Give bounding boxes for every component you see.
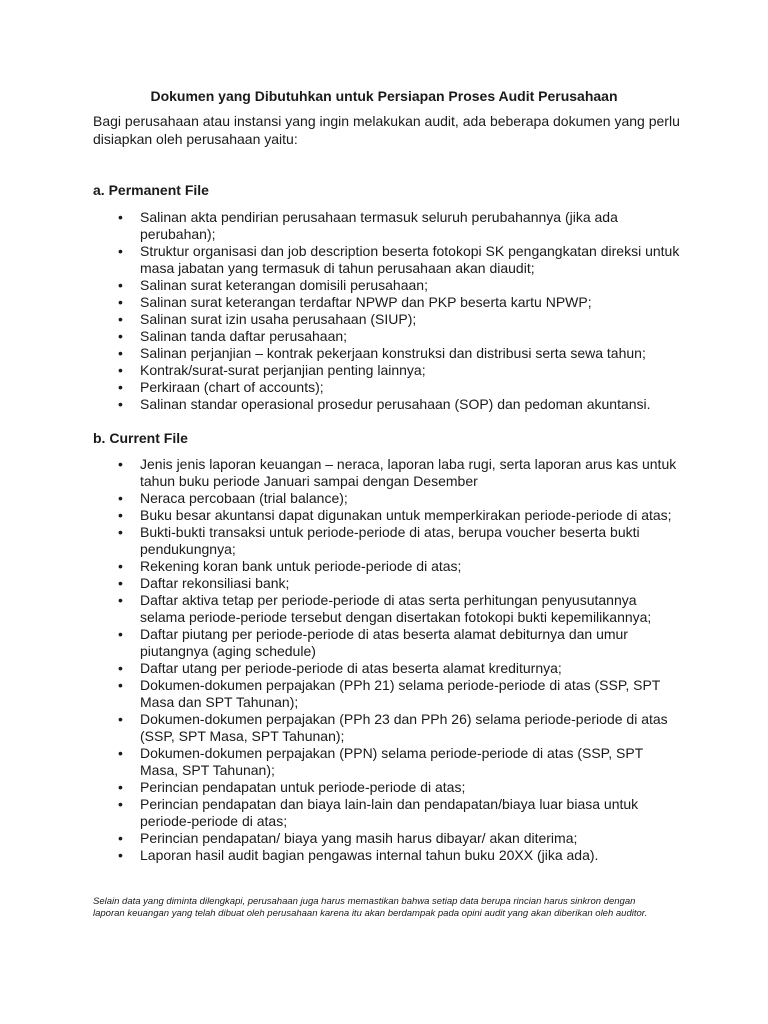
list-item bbox=[118, 294, 683, 311]
list-item bbox=[118, 277, 683, 294]
bullet-icon: • bbox=[118, 379, 123, 395]
list-item bbox=[118, 456, 683, 490]
list-item-text: Daftar aktiva tetap per periode-periode di atas serta perhitungan penyusutannya selama periode-periode tersebut dengan disertakan fotokopi bukti kepemilikannya; bbox=[140, 592, 652, 625]
list-item bbox=[118, 745, 683, 779]
list-item bbox=[118, 847, 683, 864]
list-item-text: Perincian pendapatan untuk periode-periode di atas; bbox=[140, 779, 466, 795]
bullet-icon: • bbox=[118, 524, 123, 540]
list-item-text: Laporan hasil audit bagian pengawas internal tahun buku 20XX (jika ada). bbox=[140, 847, 599, 863]
list-item bbox=[118, 575, 683, 592]
list-item-text: Salinan akta pendirian perusahaan termasuk seluruh perubahannya (jika ada perubahan); bbox=[140, 209, 618, 242]
list-item bbox=[118, 626, 683, 660]
document-title: Dokumen yang Dibutuhkan untuk Persiapan Proses Audit Perusahaan bbox=[150, 88, 618, 104]
list-item bbox=[118, 660, 683, 677]
list-item bbox=[118, 396, 683, 413]
list-item-text: Salinan surat keterangan domisili perusahaan; bbox=[140, 277, 428, 293]
list-item bbox=[118, 209, 683, 243]
list-item-text: Salinan standar operasional prosedur perusahaan (SOP) dan pedoman akuntansi. bbox=[140, 396, 651, 412]
bullet-icon: • bbox=[118, 456, 123, 472]
list-item-text: Daftar utang per periode-periode di atas beserta alamat krediturnya; bbox=[140, 660, 562, 676]
list-item bbox=[118, 677, 683, 711]
list-item bbox=[118, 524, 683, 558]
list-item bbox=[118, 592, 683, 626]
list-item bbox=[118, 711, 683, 745]
list-item bbox=[118, 490, 683, 507]
bullet-icon: • bbox=[118, 311, 123, 327]
bullet-icon: • bbox=[118, 243, 123, 259]
list-item-text: Jenis jenis laporan keuangan – neraca, laporan laba rugi, serta laporan arus kas untuk tahun buku periode Januari sampai dengan Desember bbox=[140, 456, 677, 489]
list-item-text: Buku besar akuntansi dapat digunakan untuk memperkirakan periode-periode di atas; bbox=[140, 507, 672, 523]
list-item-text: Dokumen-dokumen perpajakan (PPN) selama periode-periode di atas (SSP, SPT Masa, SPT Tahunan); bbox=[140, 745, 643, 778]
section-heading-permanent-file: a. Permanent File bbox=[93, 182, 209, 198]
list-item bbox=[118, 830, 683, 847]
list-item bbox=[118, 507, 683, 524]
list-item bbox=[118, 345, 683, 362]
footnote: Selain data yang diminta dilengkapi, perusahaan juga harus memastikan bahwa setiap data berupa rincian harus sinkron dengan laporan keuangan yang telah dibuat oleh perusahaan karena itu akan berdampak pada opini audit yang akan diberikan oleh auditor. bbox=[93, 896, 648, 919]
list-item-text: Dokumen-dokumen perpajakan (PPh 21) selama periode-periode di atas (SSP, SPT Masa dan SPT Tahunan); bbox=[140, 677, 661, 710]
bullet-icon: • bbox=[118, 711, 123, 727]
list-item-text: Dokumen-dokumen perpajakan (PPh 23 dan PPh 26) selama periode-periode di atas (SSP, SPT Masa, SPT Tahunan); bbox=[140, 711, 668, 744]
list-item-text: Perkiraan (chart of accounts); bbox=[140, 379, 324, 395]
bullet-icon: • bbox=[118, 745, 123, 761]
list-item-text: Rekening koran bank untuk periode-periode di atas; bbox=[140, 558, 462, 574]
list-item-text: Struktur organisasi dan job description beserta fotokopi SK pengangkatan direksi untuk masa jabatan yang termasuk di tahun perusahaan akan diaudit; bbox=[140, 243, 680, 276]
list-item-text: Kontrak/surat-surat perjanjian penting lainnya; bbox=[140, 362, 426, 378]
list-item bbox=[118, 379, 683, 396]
list-item-text: Bukti-bukti transaksi untuk periode-periode di atas, berupa voucher beserta bukti pendukungnya; bbox=[140, 524, 640, 557]
bullet-icon: • bbox=[118, 660, 123, 676]
list-item bbox=[118, 328, 683, 345]
bullet-icon: • bbox=[118, 345, 123, 361]
bullet-icon: • bbox=[118, 277, 123, 293]
list-item-text: Salinan surat izin usaha perusahaan (SIUP); bbox=[140, 311, 417, 327]
bullet-icon: • bbox=[118, 677, 123, 693]
list-item-text: Perincian pendapatan/ biaya yang masih harus dibayar/ akan diterima; bbox=[140, 830, 578, 846]
bullet-icon: • bbox=[118, 830, 123, 846]
list-item bbox=[118, 796, 683, 830]
bullet-icon: • bbox=[118, 558, 123, 574]
current-file-list bbox=[118, 456, 683, 864]
list-item-text: Perincian pendapatan dan biaya lain-lain dan pendapatan/biaya luar biasa untuk periode-periode di atas; bbox=[140, 796, 639, 829]
bullet-icon: • bbox=[118, 396, 123, 412]
list-item-text: Salinan perjanjian – kontrak pekerjaan konstruksi dan distribusi serta sewa tahun; bbox=[140, 345, 646, 361]
bullet-icon: • bbox=[118, 847, 123, 863]
bullet-icon: • bbox=[118, 592, 123, 608]
list-item-text: Neraca percobaan (trial balance); bbox=[140, 490, 348, 506]
bullet-icon: • bbox=[118, 362, 123, 378]
intro-paragraph: Bagi perusahaan atau instansi yang ingin melakukan audit, ada beberapa dokumen yang perlu disiapkan oleh perusahaan yaitu: bbox=[93, 113, 680, 147]
list-item bbox=[118, 311, 683, 328]
bullet-icon: • bbox=[118, 507, 123, 523]
bullet-icon: • bbox=[118, 779, 123, 795]
list-item-text: Daftar piutang per periode-periode di atas beserta alamat debiturnya dan umur piutangnya (aging schedule) bbox=[140, 626, 628, 659]
bullet-icon: • bbox=[118, 490, 123, 506]
list-item-text: Salinan surat keterangan terdaftar NPWP dan PKP beserta kartu NPWP; bbox=[140, 294, 592, 310]
bullet-icon: • bbox=[118, 575, 123, 591]
permanent-file-list bbox=[118, 209, 683, 413]
list-item bbox=[118, 243, 683, 277]
list-item-text: Daftar rekonsiliasi bank; bbox=[140, 575, 290, 591]
bullet-icon: • bbox=[118, 209, 123, 225]
bullet-icon: • bbox=[118, 294, 123, 310]
bullet-icon: • bbox=[118, 328, 123, 344]
list-item bbox=[118, 779, 683, 796]
bullet-icon: • bbox=[118, 796, 123, 812]
list-item bbox=[118, 558, 683, 575]
section-heading-current-file: b. Current File bbox=[93, 430, 188, 446]
list-item bbox=[118, 362, 683, 379]
bullet-icon: • bbox=[118, 626, 123, 642]
list-item-text: Salinan tanda daftar perusahaan; bbox=[140, 328, 348, 344]
